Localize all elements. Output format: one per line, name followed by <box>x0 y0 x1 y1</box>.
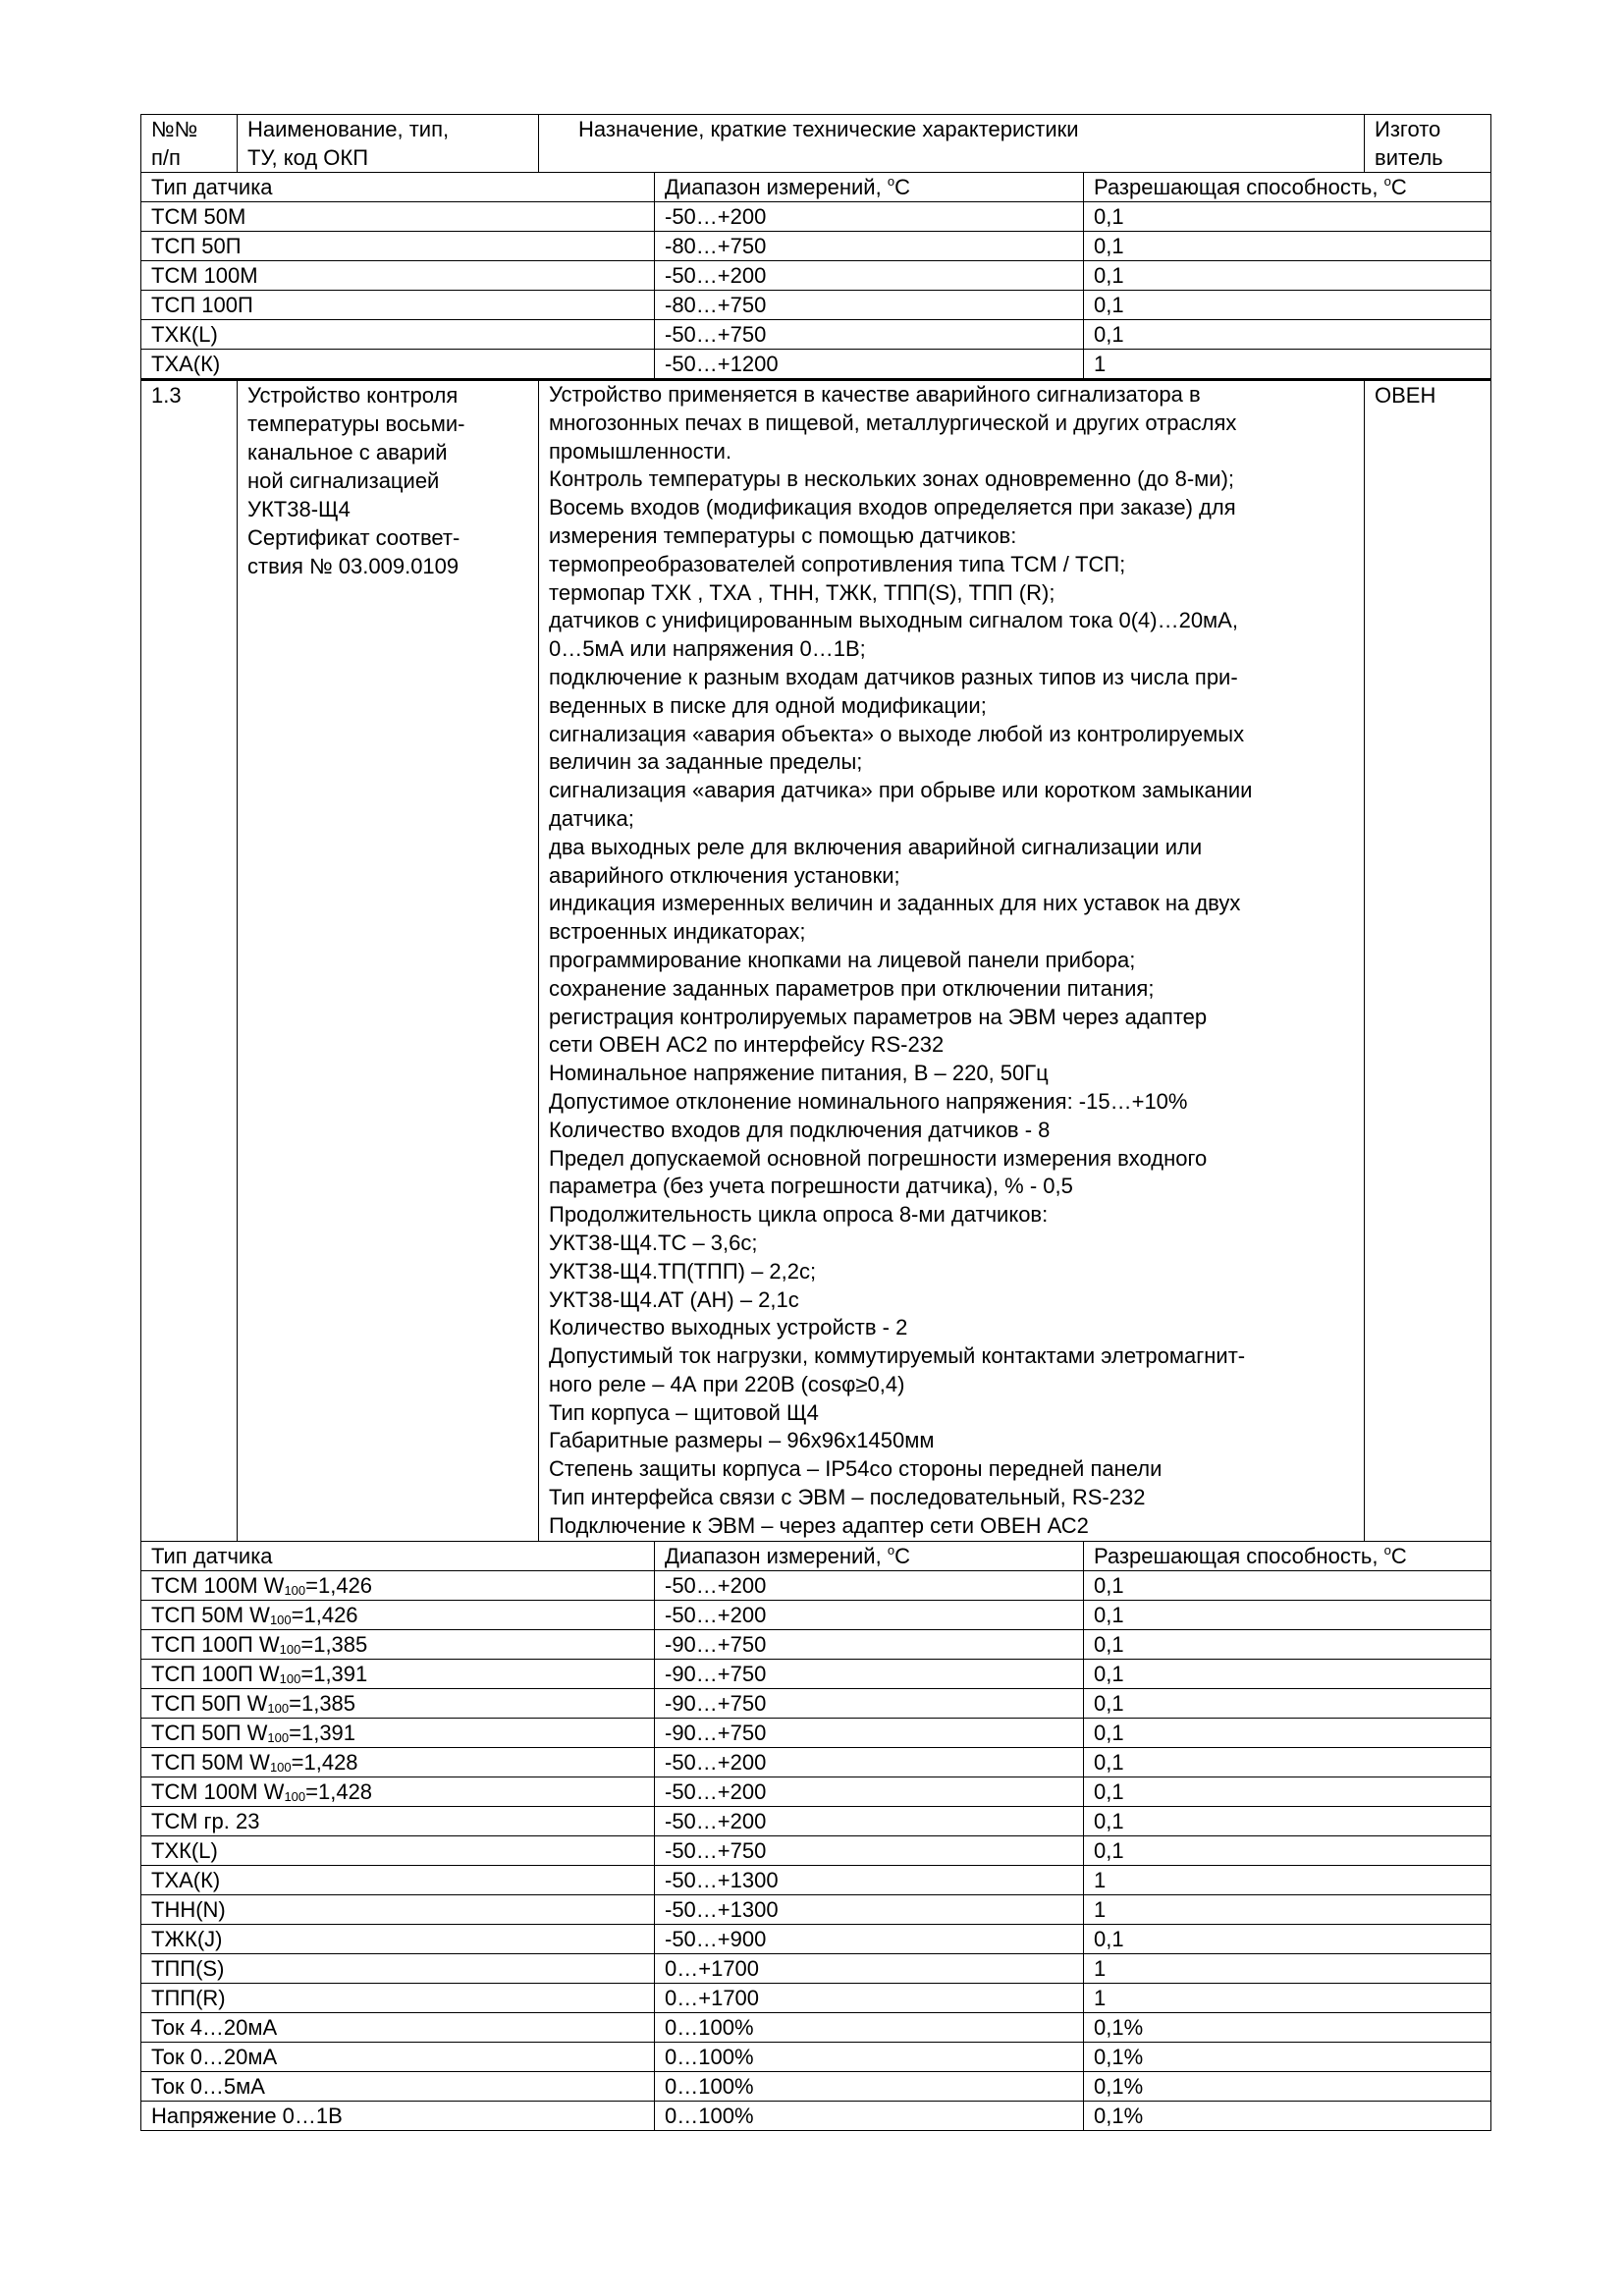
range-cell: 0…100% <box>655 2071 1084 2101</box>
sensor-coefficient: =1,385 <box>289 1690 356 1716</box>
sensor-subscript: 100 <box>267 1700 290 1716</box>
item-description <box>539 380 1365 1542</box>
table-row <box>141 1629 1491 1659</box>
sensor-type-cell <box>141 1835 655 1865</box>
unit-text: C <box>1390 175 1407 199</box>
range-header-text: Диапазон измерений, <box>665 1543 888 1568</box>
sensor-subscript: 100 <box>267 1729 290 1745</box>
description-line: сети ОВЕН АС2 по интерфейсу RS-232 <box>549 1032 945 1058</box>
item-name <box>238 380 539 1542</box>
sensor-type-cell <box>141 261 655 291</box>
description-line: датчиков с унифицированным выходным сигналом тока 0(4)…20мА, <box>549 608 1238 633</box>
sensor-type: ТНН(N) <box>151 1896 226 1922</box>
range-cell: 0…+1700 <box>655 1953 1084 1983</box>
col-range-header <box>655 1541 1084 1570</box>
resolution-cell: 0,1 <box>1084 1570 1491 1600</box>
resolution-cell: 0,1% <box>1084 2012 1491 2042</box>
sensor-subscript: 100 <box>279 1641 301 1657</box>
sensor-subscript: 100 <box>279 1670 301 1686</box>
sensor-type-cell <box>141 1570 655 1600</box>
range-cell: -50…+750 <box>655 1835 1084 1865</box>
header-name-line2: ТУ, код ОКП <box>247 145 369 170</box>
item-name-line: Устройство контроля <box>247 383 459 408</box>
header-num-line2: п/п <box>151 145 181 170</box>
description-line: термопар ТХК , ТХА , ТНН, ТЖК, ТПП(S), ТПП (R); <box>549 579 1055 605</box>
sensor-type: ТЖК(J) <box>151 1926 223 1951</box>
degree-mark: o <box>1383 174 1391 189</box>
item-name-line: ной сигнализацией <box>247 468 440 493</box>
table-row <box>141 1718 1491 1747</box>
sensor-type: ТСП 50П W <box>151 1690 268 1716</box>
sensor-type-cell <box>141 1629 655 1659</box>
description-line: Продолжительность цикла опроса 8-ми датчиков: <box>549 1202 1049 1228</box>
description-line: Контроль температуры в нескольких зонах одновременно (до 8-ми); <box>549 466 1235 492</box>
description-line: Тип интерфейса связи с ЭВМ – последовательный, RS-232 <box>549 1485 1146 1510</box>
range-cell: -90…+750 <box>655 1629 1084 1659</box>
sensor-type: ТСП 50М W <box>151 1749 270 1775</box>
table-row <box>141 2101 1491 2130</box>
resolution-cell: 1 <box>1084 1953 1491 1983</box>
sensor-subscript: 100 <box>269 1612 292 1627</box>
resolution-cell: 1 <box>1084 350 1491 380</box>
table-row <box>141 1600 1491 1629</box>
sensor-subscript: 100 <box>269 1759 292 1775</box>
unit-text: C <box>894 175 910 199</box>
sensor-type: ТХК(L) <box>151 322 218 347</box>
resolution-cell: 0,1 <box>1084 1629 1491 1659</box>
header-purpose-text: Назначение, краткие технические характеристики <box>578 117 1079 141</box>
description-line: аварийного отключения установки; <box>549 862 900 888</box>
resolution-cell: 0,1 <box>1084 1835 1491 1865</box>
resolution-cell: 1 <box>1084 1865 1491 1894</box>
col-range-header <box>655 173 1084 202</box>
table-row <box>141 1806 1491 1835</box>
description-line: величин за заданные пределы; <box>549 749 863 775</box>
col-resolution-header <box>1084 1541 1491 1570</box>
sensor-type-cell <box>141 1894 655 1924</box>
range-cell: -80…+750 <box>655 232 1084 261</box>
range-cell: -50…+200 <box>655 1777 1084 1806</box>
range-cell: 0…100% <box>655 2042 1084 2071</box>
sensor-type-cell <box>141 2071 655 2101</box>
table-row <box>141 350 1491 380</box>
description-line: сигнализация «авария датчика» при обрыве или коротком замыкании <box>549 778 1253 803</box>
resolution-cell: 0,1 <box>1084 1600 1491 1629</box>
resolution-cell: 0,1% <box>1084 2071 1491 2101</box>
resolution-header-text: Разрешающая способность, <box>1094 175 1384 199</box>
range-cell: -90…+750 <box>655 1718 1084 1747</box>
description-line: датчика; <box>549 805 634 831</box>
sensor-table1-header <box>141 173 1491 202</box>
range-cell: -50…+750 <box>655 320 1084 350</box>
sensor-type-cell <box>141 1865 655 1894</box>
range-cell: -80…+750 <box>655 291 1084 320</box>
col-resolution-header <box>1084 173 1491 202</box>
sensor-coefficient: =1,426 <box>291 1602 358 1627</box>
header-purpose <box>539 115 1365 173</box>
resolution-cell: 0,1 <box>1084 202 1491 232</box>
col-sensor-header: Тип датчика <box>141 173 655 202</box>
resolution-header-text: Разрешающая способность, <box>1094 1543 1384 1568</box>
sensor-type: ТСП 50М W <box>151 1602 270 1627</box>
table-row <box>141 1659 1491 1688</box>
sensor-type: ТСМ 100М W <box>151 1572 285 1598</box>
range-cell: -50…+200 <box>655 261 1084 291</box>
header-maker-line2: витель <box>1375 145 1443 170</box>
degree-mark: o <box>887 1542 895 1558</box>
item-row <box>141 380 1491 1542</box>
description-line: Габаритные размеры – 96х96х1450мм <box>549 1428 935 1453</box>
table-row <box>141 1983 1491 2012</box>
item-name-line: УКТ38-Щ4 <box>247 497 351 521</box>
table-row <box>141 1924 1491 1953</box>
description-line: два выходных реле для включения аварийной сигнализации или <box>549 834 1203 859</box>
description-line: встроенных индикаторах; <box>549 919 806 945</box>
sensor-type: ТХА(К) <box>151 1867 221 1892</box>
sensor-type: ТСМ 100М <box>151 263 258 288</box>
document-page <box>140 114 1490 2131</box>
resolution-cell: 0,1 <box>1084 232 1491 261</box>
description-line: 0…5мА или напряжения 0…1В; <box>549 636 866 662</box>
range-cell: -50…+200 <box>655 1806 1084 1835</box>
sensor-coefficient: =1,426 <box>305 1572 373 1598</box>
header-maker <box>1365 115 1491 173</box>
sensor-type-cell <box>141 232 655 261</box>
description-line: Восемь входов (модификация входов определяется при заказе) для <box>549 495 1236 520</box>
resolution-cell: 0,1% <box>1084 2042 1491 2071</box>
sensor-coefficient: =1,385 <box>300 1631 368 1657</box>
sensor-type-cell <box>141 2012 655 2042</box>
item-name-line: Сертификат соответ- <box>247 525 460 550</box>
unit-text: C <box>894 1543 910 1568</box>
table-row <box>141 2012 1491 2042</box>
resolution-cell: 0,1 <box>1084 320 1491 350</box>
table-row <box>141 320 1491 350</box>
range-header-text: Диапазон измерений, <box>665 175 888 199</box>
sensor-type: ТХА(К) <box>151 352 221 376</box>
range-cell: 0…+1700 <box>655 1983 1084 2012</box>
description-line: Подключение к ЭВМ – через адаптер сети ОВЕН АС2 <box>549 1512 1089 1538</box>
sensor-type-cell <box>141 2042 655 2071</box>
description-line: измерения температуры с помощью датчиков: <box>549 522 1017 548</box>
description-line: подключение к разным входам датчиков разных типов из числа при- <box>549 664 1238 689</box>
table-row <box>141 261 1491 291</box>
sensor-type: Ток 0…20мА <box>151 2044 278 2069</box>
sensor-type-cell <box>141 1718 655 1747</box>
range-cell: -50…+200 <box>655 1747 1084 1777</box>
sensor-type-cell <box>141 350 655 380</box>
description-line: УКТ38-Щ4.ТС – 3,6с; <box>549 1230 758 1255</box>
description-line: веденных в писке для одной модификации; <box>549 692 987 718</box>
range-cell: -50…+1300 <box>655 1865 1084 1894</box>
resolution-cell: 1 <box>1084 1983 1491 2012</box>
range-cell: -90…+750 <box>655 1659 1084 1688</box>
sensor-subscript: 100 <box>284 1582 306 1598</box>
resolution-cell: 0,1 <box>1084 1659 1491 1688</box>
resolution-cell: 0,1 <box>1084 1777 1491 1806</box>
sensor-type-cell <box>141 291 655 320</box>
table-row <box>141 202 1491 232</box>
sensor-type: Ток 0…5мА <box>151 2073 265 2099</box>
range-cell: -50…+200 <box>655 1600 1084 1629</box>
description-line: Номинальное напряжение питания, В – 220, 50Гц <box>549 1061 1049 1086</box>
sensor-type-cell <box>141 1953 655 1983</box>
description-line: Допустимое отклонение номинального напряжения: -15…+10% <box>549 1088 1188 1114</box>
table-row <box>141 1953 1491 1983</box>
resolution-cell: 0,1 <box>1084 1924 1491 1953</box>
degree-mark: o <box>1383 1542 1391 1558</box>
description-line: Тип корпуса – щитовой Щ4 <box>549 1399 819 1425</box>
sensor-type-cell <box>141 202 655 232</box>
description-line: программирование кнопками на лицевой панели прибора; <box>549 947 1136 972</box>
sensor-type-cell <box>141 320 655 350</box>
sensor-coefficient: =1,428 <box>305 1778 373 1804</box>
description-line: Количество входов для подключения датчиков - 8 <box>549 1117 1051 1142</box>
sensor-coefficient: =1,391 <box>300 1661 368 1686</box>
range-cell: -50…+900 <box>655 1924 1084 1953</box>
item-name-line: температуры восьми- <box>247 411 465 436</box>
sensor-coefficient: =1,391 <box>289 1720 356 1745</box>
table-row <box>141 1688 1491 1718</box>
sensor-type: ТСП 100П W <box>151 1631 280 1657</box>
resolution-cell: 0,1 <box>1084 261 1491 291</box>
resolution-cell: 0,1 <box>1084 1688 1491 1718</box>
description-line: промышленности. <box>549 438 732 464</box>
description-line: сигнализация «авария объекта» о выходе любой из контролируемых <box>549 721 1245 746</box>
item-name-line: ствия № 03.009.0109 <box>247 554 460 578</box>
description-line: Предел допускаемой основной погрешности измерения входного <box>549 1145 1208 1171</box>
resolution-cell: 0,1 <box>1084 1806 1491 1835</box>
sensor-type-cell <box>141 2101 655 2130</box>
table-row <box>141 1894 1491 1924</box>
header-name-line1: Наименование, тип, <box>247 117 450 141</box>
sensor-type: Напряжение 0…1В <box>151 2103 343 2128</box>
sensor-type: ТСП 100П W <box>151 1661 280 1686</box>
description-line: Степень защиты корпуса – IP54со стороны передней панели <box>549 1456 1163 1482</box>
sensor-type-cell <box>141 1924 655 1953</box>
description-line: Допустимый ток нагрузки, коммутируемый контактами элетромагнит- <box>549 1343 1246 1369</box>
sensor-type-cell <box>141 1777 655 1806</box>
description-line: многозонных печах в пищевой, металлургической и других отраслях <box>549 410 1237 435</box>
description-line: УКТ38-Щ4.ТП(ТПП) – 2,2с; <box>549 1258 817 1284</box>
col-sensor-header: Тип датчика <box>141 1541 655 1570</box>
description-line: параметра (без учета погрешности датчика), % - 0,5 <box>549 1174 1073 1199</box>
sensor-type: ТСМ гр. 23 <box>151 1808 260 1833</box>
sensor-type: ТСП 50П <box>151 234 242 258</box>
table-row <box>141 1747 1491 1777</box>
description-line: индикация измеренных величин и заданных для них уставок на двух <box>549 891 1241 916</box>
sensor-type: ТСП 50П W <box>151 1720 268 1745</box>
table-header-row <box>141 115 1491 173</box>
sensor-type-cell <box>141 1983 655 2012</box>
range-cell: 0…100% <box>655 2101 1084 2130</box>
header-name <box>238 115 539 173</box>
table-row <box>141 291 1491 320</box>
table-row <box>141 1570 1491 1600</box>
table-row <box>141 1835 1491 1865</box>
degree-mark: o <box>887 174 895 189</box>
item-maker: ОВЕН <box>1365 380 1491 1542</box>
table-row <box>141 1865 1491 1894</box>
table-row <box>141 1777 1491 1806</box>
description-line: Устройство применяется в качестве аварийного сигнализатора в <box>549 382 1201 407</box>
sensor-type: Ток 4…20мА <box>151 2014 278 2040</box>
resolution-cell: 0,1 <box>1084 1747 1491 1777</box>
sensor-table2-header <box>141 1541 1491 1570</box>
sensor-type: ТПП(R) <box>151 1985 226 2010</box>
sensor-type-cell <box>141 1659 655 1688</box>
header-num <box>141 115 238 173</box>
range-cell: 0…100% <box>655 2012 1084 2042</box>
table-row <box>141 232 1491 261</box>
item-number: 1.3 <box>141 380 238 1542</box>
unit-text: C <box>1390 1543 1407 1568</box>
sensor-subscript: 100 <box>284 1788 306 1804</box>
sensor-type-cell <box>141 1688 655 1718</box>
item-name-line: канальное с аварий <box>247 440 448 465</box>
table-row <box>141 2071 1491 2101</box>
sensor-type: ТСП 100П <box>151 293 253 317</box>
resolution-cell: 0,1 <box>1084 1718 1491 1747</box>
description-line: сохранение заданных параметров при отключении питания; <box>549 975 1155 1001</box>
description-line: термопреобразователей сопротивления типа ТСМ / ТСП; <box>549 551 1126 576</box>
header-maker-line1: Изгото <box>1375 117 1441 141</box>
sensor-type-cell <box>141 1600 655 1629</box>
sensor-type: ТСМ 50М <box>151 204 246 229</box>
description-line: регистрация контролируемых параметров на ЭВМ через адаптер <box>549 1004 1208 1029</box>
resolution-cell: 0,1 <box>1084 291 1491 320</box>
resolution-cell: 1 <box>1084 1894 1491 1924</box>
range-cell: -50…+1200 <box>655 350 1084 380</box>
sensor-type-cell <box>141 1747 655 1777</box>
range-cell: -50…+1300 <box>655 1894 1084 1924</box>
range-cell: -50…+200 <box>655 202 1084 232</box>
sensor-coefficient: =1,428 <box>291 1749 358 1775</box>
spec-table <box>140 114 1491 2131</box>
description-line: Количество выходных устройств - 2 <box>549 1315 908 1340</box>
sensor-type: ТСМ 100М W <box>151 1778 285 1804</box>
description-line: ного реле – 4А при 220В (cosφ≥0,4) <box>549 1371 905 1396</box>
range-cell: -50…+200 <box>655 1570 1084 1600</box>
sensor-type-cell <box>141 1806 655 1835</box>
range-cell: -90…+750 <box>655 1688 1084 1718</box>
sensor-type: ТПП(S) <box>151 1955 225 1981</box>
description-line: УКТ38-Щ4.АТ (АН) – 2,1с <box>549 1286 799 1312</box>
table-row <box>141 2042 1491 2071</box>
resolution-cell: 0,1% <box>1084 2101 1491 2130</box>
sensor-type: ТХК(L) <box>151 1837 218 1863</box>
header-num-line1: №№ <box>151 117 198 141</box>
